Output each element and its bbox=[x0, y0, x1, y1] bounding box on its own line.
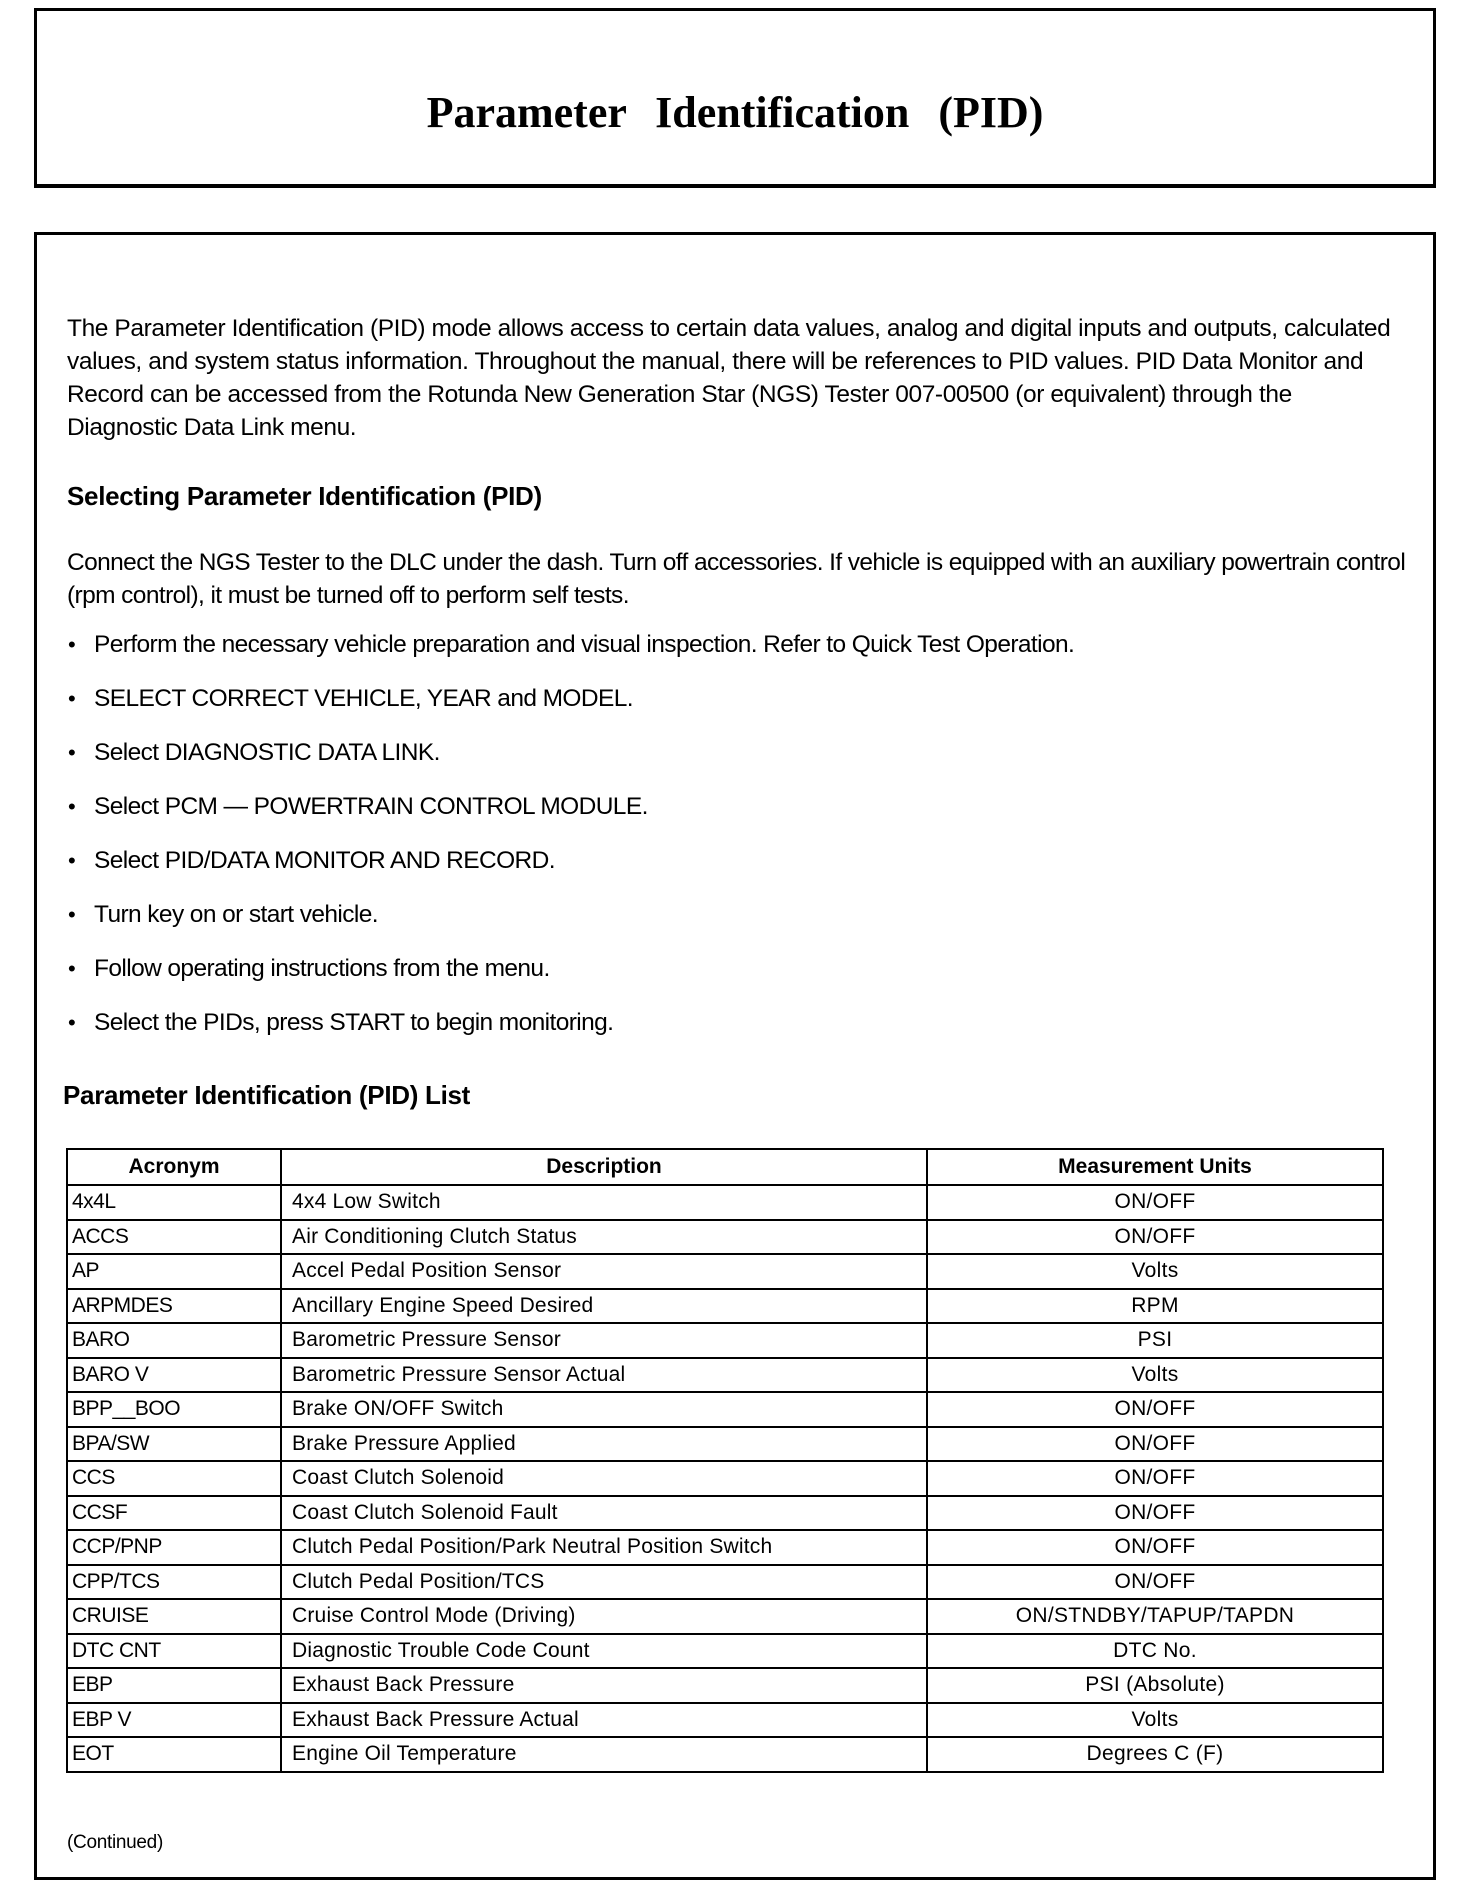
bullet-icon: • bbox=[68, 848, 76, 873]
pid-table bbox=[66, 1148, 1384, 1773]
measurement-units-cell: ON/OFF bbox=[927, 1530, 1383, 1565]
acronym-cell: EBP bbox=[67, 1668, 281, 1703]
step-text: Select PID/DATA MONITOR AND RECORD. bbox=[94, 847, 555, 874]
column-header-acronym: Acronym bbox=[67, 1149, 281, 1185]
continued-note: (Continued) bbox=[67, 1832, 163, 1853]
measurement-units-cell: ON/OFF bbox=[927, 1496, 1383, 1531]
description-cell: Clutch Pedal Position/Park Neutral Position Switch bbox=[281, 1530, 927, 1565]
pid-list-heading: Parameter Identification (PID) List bbox=[63, 1080, 471, 1110]
acronym-cell: DTC CNT bbox=[67, 1634, 281, 1669]
measurement-units-cell: Volts bbox=[927, 1254, 1383, 1289]
table-row bbox=[67, 1461, 1383, 1496]
table-row bbox=[67, 1737, 1383, 1772]
acronym-cell: BARO bbox=[67, 1323, 281, 1358]
column-header-measurement-units: Measurement Units bbox=[927, 1149, 1383, 1185]
table-row bbox=[67, 1496, 1383, 1531]
table-row bbox=[67, 1358, 1383, 1393]
description-cell: 4x4 Low Switch bbox=[281, 1185, 927, 1220]
description-cell: Clutch Pedal Position/TCS bbox=[281, 1565, 927, 1600]
table-row bbox=[67, 1703, 1383, 1738]
measurement-units-cell: RPM bbox=[927, 1289, 1383, 1324]
table-row bbox=[67, 1220, 1383, 1255]
title-box bbox=[34, 8, 1436, 188]
bullet-icon: • bbox=[68, 794, 76, 819]
description-cell: Ancillary Engine Speed Desired bbox=[281, 1289, 927, 1324]
step-text: SELECT CORRECT VEHICLE, YEAR and MODEL. bbox=[94, 685, 633, 712]
description-cell: Brake Pressure Applied bbox=[281, 1427, 927, 1462]
table-row bbox=[67, 1254, 1383, 1289]
procedure-step bbox=[60, 1008, 1074, 1062]
acronym-cell: BPP__BOO bbox=[67, 1392, 281, 1427]
table-row bbox=[67, 1668, 1383, 1703]
step-text: Perform the necessary vehicle preparation and visual inspection. Refer to Quick Test Operation. bbox=[94, 631, 1075, 658]
step-text: Turn key on or start vehicle. bbox=[94, 901, 378, 928]
description-cell: Cruise Control Mode (Driving) bbox=[281, 1599, 927, 1634]
table-row bbox=[67, 1427, 1383, 1462]
measurement-units-cell: ON/OFF bbox=[927, 1461, 1383, 1496]
description-cell: Air Conditioning Clutch Status bbox=[281, 1220, 927, 1255]
step-text: Follow operating instructions from the menu. bbox=[94, 955, 550, 982]
column-header-description: Description bbox=[281, 1149, 927, 1185]
pid-table-body bbox=[67, 1185, 1383, 1772]
bullet-icon: • bbox=[68, 1010, 76, 1035]
description-cell: Exhaust Back Pressure Actual bbox=[281, 1703, 927, 1738]
acronym-cell: AP bbox=[67, 1254, 281, 1289]
description-cell: Barometric Pressure Sensor Actual bbox=[281, 1358, 927, 1393]
acronym-cell: CCS bbox=[67, 1461, 281, 1496]
description-cell: Accel Pedal Position Sensor bbox=[281, 1254, 927, 1289]
acronym-cell: BPA/SW bbox=[67, 1427, 281, 1462]
acronym-cell: CCP/PNP bbox=[67, 1530, 281, 1565]
bullet-icon: • bbox=[68, 956, 76, 981]
bullet-icon: • bbox=[68, 686, 76, 711]
intro-paragraph: The Parameter Identification (PID) mode allows access to certain data values, analog and digital inputs and outputs, calculated values, and system status information. Throughout the manual, there will be references to PID values. PID Data Monitor and Record can be accessed from the Rotunda New Generation Star (NGS) Tester 007-00500 (or equivalent) through the Diagnostic Data Link menu. bbox=[67, 315, 1391, 441]
table-row bbox=[67, 1185, 1383, 1220]
procedure-step bbox=[60, 954, 1074, 1008]
table-row bbox=[67, 1323, 1383, 1358]
measurement-units-cell: Volts bbox=[927, 1703, 1383, 1738]
procedure-step bbox=[60, 684, 1074, 738]
measurement-units-cell: PSI bbox=[927, 1323, 1383, 1358]
acronym-cell: EOT bbox=[67, 1737, 281, 1772]
measurement-units-cell: ON/OFF bbox=[927, 1392, 1383, 1427]
connect-instructions: Connect the NGS Tester to the DLC under the dash. Turn off accessories. If vehicle is equipped with an auxiliary powertrain control (rpm control), it must be turned off to perform self tests. bbox=[67, 549, 1406, 609]
table-row bbox=[67, 1634, 1383, 1669]
procedure-step bbox=[60, 792, 1074, 846]
measurement-units-cell: Volts bbox=[927, 1358, 1383, 1393]
procedure-step bbox=[60, 738, 1074, 792]
step-text: Select PCM — POWERTRAIN CONTROL MODULE. bbox=[94, 793, 648, 820]
acronym-cell: EBP V bbox=[67, 1703, 281, 1738]
measurement-units-cell: Degrees C (F) bbox=[927, 1737, 1383, 1772]
acronym-cell: CPP/TCS bbox=[67, 1565, 281, 1600]
procedure-step bbox=[60, 630, 1074, 684]
measurement-units-cell: ON/OFF bbox=[927, 1565, 1383, 1600]
description-cell: Barometric Pressure Sensor bbox=[281, 1323, 927, 1358]
acronym-cell: BARO V bbox=[67, 1358, 281, 1393]
measurement-units-cell: ON/OFF bbox=[927, 1185, 1383, 1220]
acronym-cell: ARPMDES bbox=[67, 1289, 281, 1324]
acronym-cell: 4x4L bbox=[67, 1185, 281, 1220]
table-row bbox=[67, 1599, 1383, 1634]
page-title: Parameter Identification (PID) bbox=[426, 88, 1044, 137]
step-text: Select the PIDs, press START to begin monitoring. bbox=[94, 1009, 614, 1036]
measurement-units-cell: ON/OFF bbox=[927, 1427, 1383, 1462]
table-row bbox=[67, 1392, 1383, 1427]
table-row bbox=[67, 1289, 1383, 1324]
bullet-icon: • bbox=[68, 902, 76, 927]
acronym-cell: ACCS bbox=[67, 1220, 281, 1255]
measurement-units-cell: PSI (Absolute) bbox=[927, 1668, 1383, 1703]
description-cell: Exhaust Back Pressure bbox=[281, 1668, 927, 1703]
description-cell: Engine Oil Temperature bbox=[281, 1737, 927, 1772]
procedure-step bbox=[60, 846, 1074, 900]
bullet-icon: • bbox=[68, 632, 76, 657]
measurement-units-cell: ON/OFF bbox=[927, 1220, 1383, 1255]
table-row bbox=[67, 1530, 1383, 1565]
step-text: Select DIAGNOSTIC DATA LINK. bbox=[94, 739, 440, 766]
selecting-pid-heading: Selecting Parameter Identification (PID) bbox=[67, 481, 542, 511]
bullet-icon: • bbox=[68, 740, 76, 765]
table-row bbox=[67, 1565, 1383, 1600]
measurement-units-cell: DTC No. bbox=[927, 1634, 1383, 1669]
description-cell: Coast Clutch Solenoid bbox=[281, 1461, 927, 1496]
description-cell: Coast Clutch Solenoid Fault bbox=[281, 1496, 927, 1531]
description-cell: Diagnostic Trouble Code Count bbox=[281, 1634, 927, 1669]
measurement-units-cell: ON/STNDBY/TAPUP/TAPDN bbox=[927, 1599, 1383, 1634]
description-cell: Brake ON/OFF Switch bbox=[281, 1392, 927, 1427]
acronym-cell: CCSF bbox=[67, 1496, 281, 1531]
procedure-step bbox=[60, 900, 1074, 954]
acronym-cell: CRUISE bbox=[67, 1599, 281, 1634]
procedure-steps-list bbox=[60, 630, 1074, 1062]
table-header-row bbox=[67, 1149, 1383, 1185]
